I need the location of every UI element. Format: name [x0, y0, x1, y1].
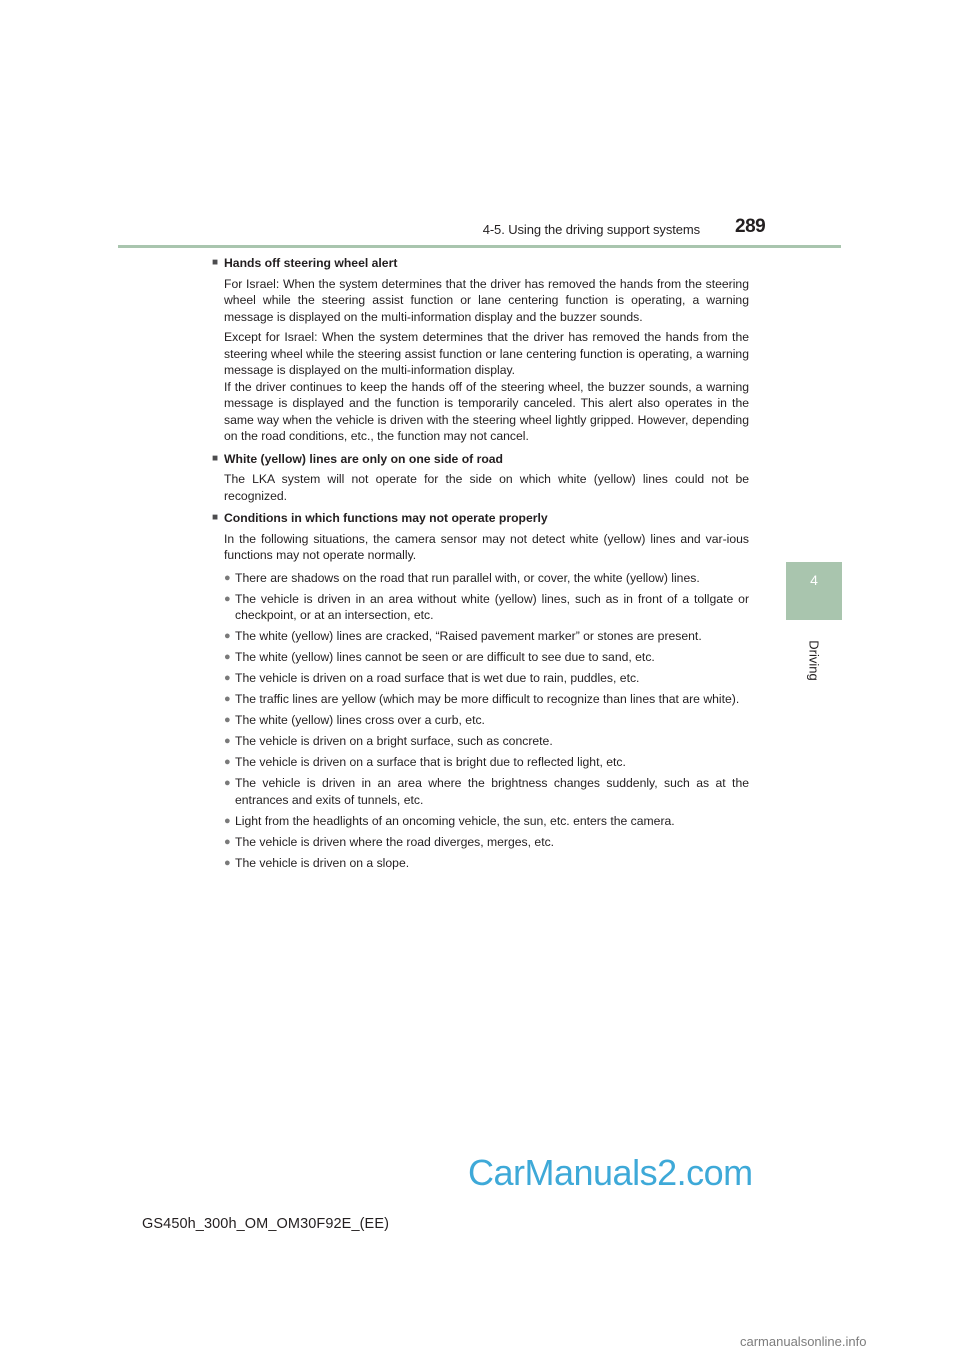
round-bullet-icon: ●	[224, 756, 231, 768]
section-heading	[212, 451, 749, 468]
list-item-text: The vehicle is driven on a road surface that is wet due to rain, puddles, etc.	[235, 671, 640, 685]
list-item	[224, 775, 749, 808]
round-bullet-icon: ●	[224, 714, 231, 726]
round-bullet-icon: ●	[224, 571, 231, 584]
chapter-tab	[786, 562, 842, 620]
round-bullet-icon: ●	[224, 693, 231, 705]
list-item-text: The vehicle is driven in an area where the brightness changes suddenly, such as at the entrances and exits of tunnels, etc.	[235, 776, 749, 807]
square-bullet-icon: ■	[212, 452, 219, 464]
round-bullet-icon: ●	[224, 672, 231, 684]
list-item	[224, 649, 749, 666]
round-bullet-icon: ●	[224, 592, 231, 605]
round-bullet-icon: ●	[224, 856, 231, 869]
square-bullet-icon: ■	[212, 512, 219, 523]
list-item-text: The white (yellow) lines cross over a curb, etc.	[235, 713, 485, 727]
list-item	[224, 570, 749, 587]
list-item	[224, 591, 749, 624]
paragraph: The LKA system will not operate for the side on which white (yellow) lines could not be recognized.	[224, 472, 749, 503]
round-bullet-icon: ●	[224, 735, 231, 747]
section-heading-text: Hands off steering wheel alert	[224, 256, 398, 270]
list-item-text: The vehicle is driven on a slope.	[235, 855, 410, 870]
list-item	[224, 628, 749, 645]
list-item-text: The vehicle is driven on a surface that is bright due to reflected light, etc.	[235, 755, 626, 769]
list-item	[224, 691, 749, 708]
round-bullet-icon: ●	[224, 651, 231, 663]
round-bullet-icon: ●	[224, 630, 231, 642]
watermark-logo[interactable]: CarManuals2.com	[468, 1152, 753, 1193]
section-heading	[212, 510, 749, 527]
page-content	[212, 255, 749, 877]
watermark-site[interactable]: carmanualsonline.info	[740, 1334, 867, 1349]
round-bullet-icon: ●	[224, 814, 231, 827]
paragraph: Except for Israel: When the system determines that the driver has removed the hands from the steering wheel while the steering assist function or lane centering function is operating, a warning message is displayed on the multi-information display.	[224, 330, 749, 377]
square-bullet-icon: ■	[212, 257, 219, 268]
list-item	[224, 712, 749, 729]
list-item-text: The vehicle is driven where the road diverges, merges, etc.	[235, 834, 555, 849]
header-rule	[118, 245, 841, 248]
chapter-label: Driving	[806, 639, 822, 681]
list-item-text: The vehicle is driven in an area without white (yellow) lines, such as in front of a tollgate or checkpoint, or at an intersection, etc.	[235, 591, 749, 622]
footer-document-code: GS450h_300h_OM_OM30F92E_(EE)	[142, 1216, 390, 1232]
chapter-label-wrap	[786, 630, 842, 690]
section-conditions	[212, 510, 749, 871]
chapter-number: 4	[810, 572, 818, 588]
list-item	[224, 855, 749, 872]
list-item	[224, 754, 749, 771]
section-one-side	[212, 451, 749, 505]
list-item-text: The white (yellow) lines are cracked, “Raised pavement marker” or stones are present.	[235, 629, 702, 643]
list-item-text: The traffic lines are yellow (which may be more difficult to recognize than lines that are white).	[235, 692, 740, 706]
header-title: 4-5. Using the driving support systems	[482, 222, 700, 237]
section-hands-off	[212, 255, 749, 445]
list-item	[224, 733, 749, 750]
paragraph: If the driver continues to keep the hands off of the steering wheel, the buzzer sounds, a warning message is displayed and the function is temporarily canceled. This alert also operates in the same way when the vehicle is driven with the steering wheel lightly gripped. However, depending on the road conditions, etc., the function may not cancel.	[224, 379, 749, 443]
round-bullet-icon: ●	[224, 777, 231, 789]
paragraph: For Israel: When the system determines that the driver has removed the hands from the steering wheel while the steering assist function or lane centering function is operating, a warning message is displayed on the multi-information display and the buzzer sounds.	[224, 276, 749, 324]
list-item-text: The vehicle is driven on a bright surface, such as concrete.	[235, 734, 553, 748]
list-item-text: Light from the headlights of an oncoming vehicle, the sun, etc. enters the camera.	[235, 813, 675, 828]
page-number: 289	[735, 216, 766, 237]
paragraph: In the following situations, the camera sensor may not detect white (yellow) lines and var-ious functions may not operate normally.	[224, 531, 749, 562]
list-item-text: There are shadows on the road that run parallel with, or cover, the white (yellow) lines.	[235, 570, 700, 585]
section-heading	[212, 255, 749, 272]
section-heading-text: Conditions in which functions may not operate properly	[224, 511, 548, 525]
list-item	[224, 670, 749, 687]
section-heading-text: White (yellow) lines are only on one side of road	[224, 451, 503, 466]
list-item	[224, 834, 749, 851]
round-bullet-icon: ●	[224, 835, 231, 848]
list-item-text: The white (yellow) lines cannot be seen or are difficult to see due to sand, etc.	[235, 650, 655, 664]
list-item	[224, 813, 749, 830]
